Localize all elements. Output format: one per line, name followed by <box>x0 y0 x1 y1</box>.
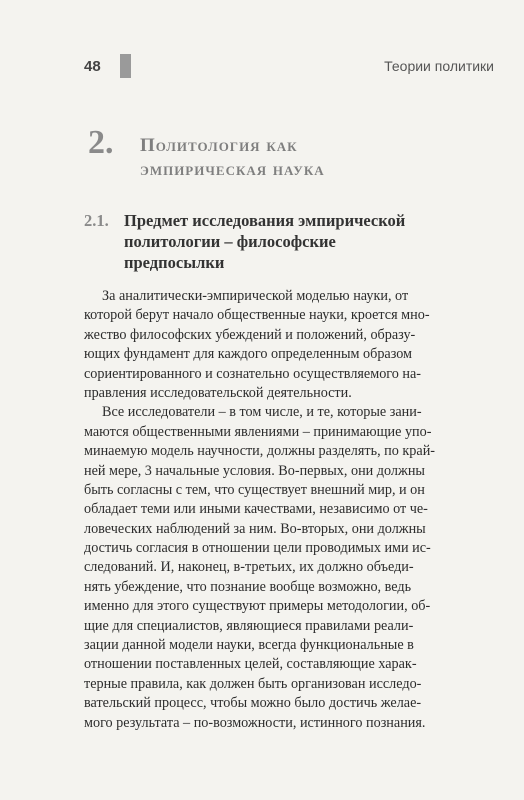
section-title-line: предпосылки <box>124 253 225 272</box>
paragraph <box>84 287 492 403</box>
section-number: 2.1. <box>84 211 109 230</box>
text-line: именно для этого существуют примеры методологии, об- <box>84 598 431 615</box>
chapter-title <box>140 134 325 182</box>
running-head: Теории политики <box>384 58 494 74</box>
text-line: сориентированного и сознательно осуществляемого на- <box>84 365 422 382</box>
text-line: нять убеждение, что познание вообще возможно, ведь <box>84 578 412 595</box>
text-line: терные правила, как должен быть организован исследо- <box>84 675 422 692</box>
text-line: быть согласны с тем, что существует внешний мир, и он <box>84 481 425 498</box>
section-title-line: политологии – философские <box>124 232 336 251</box>
text-line: Все исследователи – в том числе, и те, которые зани- <box>102 404 422 421</box>
body-text <box>84 287 492 733</box>
text-line: достичь согласия в отношении цели проводимых ими ис- <box>84 540 431 557</box>
text-line: следований. И, наконец, в-третьих, их должно объеди- <box>84 559 414 576</box>
chapter-title-line: эмпирическая наука <box>140 159 325 180</box>
text-line: вательский процесс, чтобы можно было достичь желае- <box>84 695 422 712</box>
text-line: правления исследовательской деятельности. <box>84 384 352 401</box>
text-line: минаемую модель научности, должны разделять, по край- <box>84 443 436 460</box>
text-line: жество философских убеждений и положений, образу- <box>84 326 416 343</box>
text-line: отношении поставленных целей, составляющие харак- <box>84 656 417 673</box>
text-line: ющих фундамент для каждого определенным образом <box>84 346 413 363</box>
text-line: ловеческих наблюдений за ним. Во-вторых, они должны <box>84 520 426 537</box>
text-line: мого результата – по-возможности, истинного познания. <box>84 714 426 731</box>
text-line: За аналитически-эмпирической моделью науки, от <box>102 288 409 304</box>
text-line: маются общественными явлениями – принимающие упо- <box>84 423 432 440</box>
page-number: 48 <box>84 58 101 75</box>
text-line: зации данной модели науки, всегда функциональные в <box>84 637 414 654</box>
text-line: обладает теми или иными качествами, независимо от че- <box>84 501 428 518</box>
paragraph <box>84 403 492 733</box>
page-number-bar <box>120 54 131 78</box>
text-line: ней мере, 3 начальные условия. Во-первых, они должны <box>84 462 425 479</box>
text-line: которой берут начало общественные науки, кроется мно- <box>84 307 430 324</box>
chapter-title-line: Политология как <box>140 135 298 156</box>
chapter-number: 2. <box>88 124 114 161</box>
section-title-line: Предмет исследования эмпирической <box>124 211 406 230</box>
text-line: щие для специалистов, являющиеся правилами реали- <box>84 617 414 634</box>
